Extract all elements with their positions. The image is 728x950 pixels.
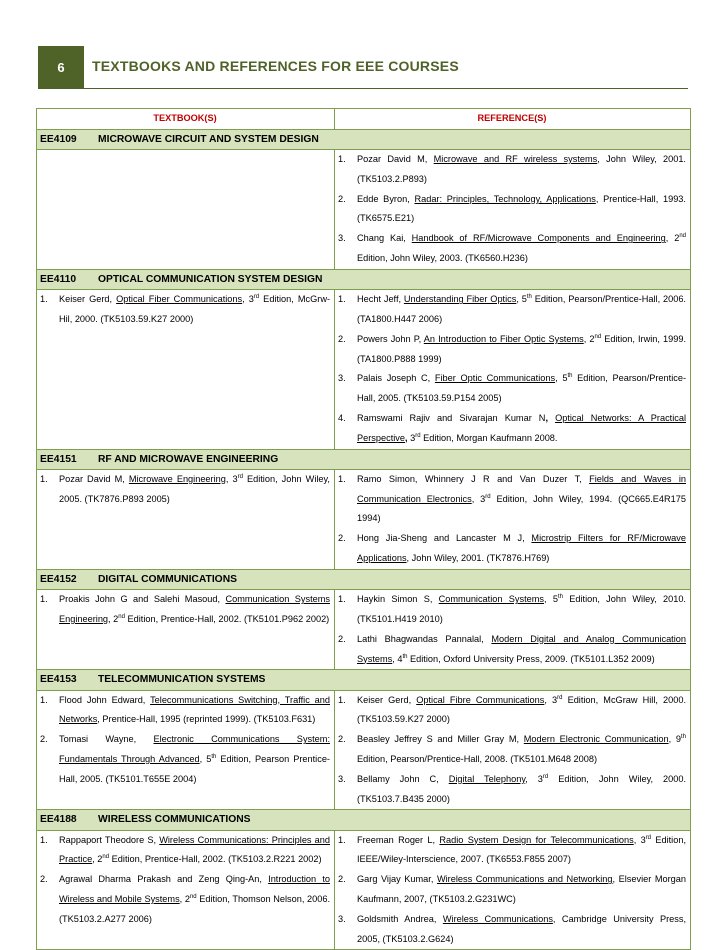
course-header-row	[37, 269, 691, 289]
reference-entry	[40, 730, 330, 789]
ordinal-suffix: th	[567, 373, 573, 380]
book-title: Communication Systems	[438, 594, 544, 605]
course-code: EE4151	[40, 453, 77, 465]
ordinal-suffix: nd	[594, 333, 602, 340]
reference-list	[338, 290, 686, 448]
book-title: Wireless Communications: Principles and Practice	[59, 834, 330, 865]
course-heading	[37, 569, 691, 589]
reference-entry	[40, 831, 330, 871]
ordinal-suffix: th	[680, 734, 686, 741]
book-title: Microstrip Filters for RF/Microwave Applications	[357, 533, 686, 564]
citation-text: , 4	[392, 653, 403, 664]
reference-entry	[338, 330, 686, 370]
citation-text: , 3	[525, 773, 543, 784]
book-title: An Introduction to Fiber Optic Systems	[423, 333, 584, 344]
reference-entry	[338, 190, 686, 230]
ordinal-suffix: nd	[189, 894, 197, 901]
citation-text: Hecht Jeff,	[357, 294, 404, 305]
citation-text: , John Wiley, 2001. (TK5103.2.P893)	[357, 154, 686, 184]
reference-entry	[338, 409, 686, 449]
citation-text: Ramswami Rajiv and Sivarajan Kumar N	[357, 412, 546, 423]
textbooks-cell	[37, 830, 335, 950]
citation-text: Edition, Pearson/Prentice-Hall, 2006. (TA1800.H447 2006)	[357, 294, 686, 324]
course-heading	[37, 670, 691, 690]
citation-text: Bellamy John C,	[357, 773, 449, 784]
course-code: EE4153	[40, 674, 77, 686]
ordinal-suffix: th	[557, 594, 563, 601]
reference-entry	[40, 470, 330, 510]
citation-text: Ramo Simon, Whinnery J R and Van Duzer T,	[357, 473, 590, 484]
citation-text: Edition, Prentice-Hall, 2002. (TK5101.P962 2002)	[124, 613, 330, 624]
citation-text: Keiser Gerd,	[59, 294, 117, 305]
course-name: MICROWAVE CIRCUIT AND SYSTEM DESIGN	[98, 133, 319, 145]
book-title: Optical Fibre Communications	[416, 694, 545, 705]
citation-text: Hong Jia-Sheng and Lancaster M J,	[357, 533, 532, 544]
course-books-row	[37, 469, 691, 569]
reference-entry	[338, 529, 686, 569]
references-cell	[335, 290, 691, 449]
citation-text: , Cambridge University Press, 2005, (TK5103.2.G624)	[357, 913, 687, 944]
course-books-row	[37, 590, 691, 670]
course-header-row	[37, 670, 691, 690]
textbooks-cell	[37, 150, 335, 270]
textbooks-column-header: TEXTBOOK(S)	[37, 109, 335, 130]
course-code: EE4188	[40, 814, 77, 826]
course-name: OPTICAL COMMUNICATION SYSTEM DESIGN	[98, 273, 323, 285]
ordinal-suffix: th	[402, 653, 408, 660]
citation-text: , 3	[242, 294, 254, 305]
course-table-body	[37, 129, 691, 950]
citation-text: Edition, IEEE/Wiley-Interscience, 2007. (TK6553.F855 2007)	[357, 834, 686, 865]
citation-text: Beasley Jeffrey S and Miller Gray M,	[357, 734, 524, 745]
references-cell	[335, 590, 691, 670]
textbooks-table	[36, 108, 691, 950]
course-heading	[37, 810, 691, 830]
citation-text: Edition, John Wiley, 1994. (QC665.E4R175 1994)	[357, 493, 686, 524]
citation-text: Edde Byron,	[357, 193, 415, 204]
book-title: Communication Systems Engineering	[59, 594, 330, 624]
course-code: EE4109	[40, 133, 77, 145]
citation-text: Edition, Pearson/Prentice-Hall, 2005. (TK5103.59.P154 2005)	[357, 373, 687, 404]
reference-entry	[40, 290, 330, 330]
citation-text: Edition, Oxford University Press, 2009. (TK5101.L352 2009)	[407, 653, 655, 664]
book-title: Fiber Optic Communications	[434, 373, 556, 384]
citation-text: Tomasi Wayne,	[59, 734, 154, 745]
book-title: Microwave Engineering	[128, 473, 226, 484]
ordinal-suffix: rd	[485, 493, 491, 500]
citation-text: , Prentice-Hall, 1995 (reprinted 1999). (TK5103.F631)	[97, 714, 316, 725]
textbooks-cell	[37, 590, 335, 670]
ordinal-suffix: nd	[102, 854, 110, 861]
citation-text: Edition, Prentice-Hall, 2002. (TK5103.2.R221 2002)	[109, 854, 322, 865]
ordinal-suffix: rd	[645, 834, 652, 841]
reference-entry	[338, 150, 686, 190]
table-header-row	[37, 109, 691, 130]
course-code: EE4152	[40, 573, 77, 585]
citation-text: , 2	[665, 233, 680, 244]
ordinal-suffix: th	[211, 754, 217, 760]
citation-text: , 3	[633, 834, 646, 845]
book-title: Optical Fiber Communications	[116, 294, 243, 305]
textbooks-cell	[37, 290, 335, 449]
reference-entry	[338, 229, 686, 269]
ordinal-suffix: rd	[415, 432, 421, 439]
citation-text: , John Wiley, 2001. (TK7876.H769)	[406, 553, 550, 564]
citation-text: , 9	[668, 734, 681, 745]
citation-text: , 3	[225, 473, 238, 484]
citation-text: , 5	[555, 373, 568, 384]
book-title: Digital Telephony	[448, 773, 526, 784]
citation-text: ,	[545, 412, 556, 423]
course-heading	[37, 129, 691, 149]
citation-text: Edition, John Wiley, 2005. (TK7876.P893 2005)	[59, 473, 330, 504]
citation-text: 3	[410, 432, 416, 443]
citation-text: Edition, Irwin, 1999. (TA1800.P888 1999)	[357, 333, 687, 364]
citation-text: Edition, John Wiley, 2010. (TK5101.H419 2010)	[357, 594, 686, 624]
reference-entry	[338, 831, 686, 871]
textbook-list	[40, 831, 330, 930]
title-divider	[38, 88, 688, 89]
citation-text: Haykin Simon S,	[357, 594, 439, 605]
citation-text: Edition, Pearson/Prentice-Hall, 2008. (TK5101.M648 2008)	[357, 754, 598, 764]
course-books-row	[37, 150, 691, 270]
citation-text: Proakis John G and Salehi Masoud,	[59, 594, 226, 605]
course-header-row	[37, 569, 691, 589]
references-cell	[335, 469, 691, 569]
reference-entry	[338, 369, 686, 409]
citation-text: , 5	[516, 294, 527, 305]
reference-entry	[338, 910, 686, 950]
reference-entry	[338, 290, 686, 330]
citation-text: Pozar David M,	[59, 473, 129, 484]
ordinal-suffix: rd	[237, 473, 243, 480]
reference-entry	[338, 770, 686, 810]
book-title: Wireless Communications	[442, 913, 553, 924]
course-header-row	[37, 449, 691, 469]
reference-list	[338, 470, 686, 569]
book-title: Radio System Design for Telecommunications	[439, 834, 634, 845]
citation-text: Flood John Edward,	[59, 694, 151, 705]
citation-text: Edition, John Wiley, 2003. (TK6560.H236)	[357, 253, 528, 264]
references-cell	[335, 690, 691, 810]
reference-list	[338, 831, 686, 950]
reference-entry	[338, 630, 686, 670]
course-name: WIRELESS COMMUNICATIONS	[98, 814, 251, 826]
citation-text: Edition, Thomson Nelson, 2006. (TK5103.2.A277 2006)	[59, 894, 330, 924]
citation-text: Rappaport Theodore S,	[59, 834, 160, 845]
citation-text: Edition, Pearson Prentice-Hall, 2005. (TK5101.T655E 2004)	[59, 754, 330, 784]
book-title: Fields and Waves in Communication Electronics	[357, 473, 686, 504]
textbook-list	[40, 691, 330, 790]
ordinal-suffix: nd	[679, 233, 687, 240]
citation-text: Edition, McGraw Hill, 2000. (TK5103.59.K27 2000)	[357, 694, 686, 725]
citation-text: Edition, Morgan Kaufmann 2008.	[420, 432, 558, 443]
citation-text: , Elsevier Morgan Kaufmann, 2007, (TK5103.2.G231WC)	[357, 874, 686, 905]
citation-text: , 2	[108, 613, 119, 624]
reference-entry	[40, 590, 330, 630]
textbook-list	[40, 590, 330, 630]
citation-text: Agrawal Dharma Prakash and Zeng Qing-An,	[59, 874, 269, 885]
course-code: EE4110	[40, 273, 77, 285]
page-number: 6	[38, 46, 84, 88]
citation-text: Pozar David M,	[357, 154, 434, 165]
course-heading	[37, 449, 691, 469]
citation-text: Freeman Roger L,	[357, 834, 440, 845]
book-title: Wireless Communications and Networking	[436, 874, 613, 885]
citation-text: , 3	[471, 493, 486, 504]
book-title: Electronic Communications System: Fundamentals Through Advanced	[59, 734, 330, 764]
textbook-list	[40, 290, 330, 330]
citation-text: , 3	[544, 694, 558, 705]
citation-text: Keiser Gerd,	[357, 694, 417, 705]
references-cell	[335, 830, 691, 950]
citation-text: , 2	[179, 894, 190, 905]
book-title: Introduction to Wireless and Mobile Systems	[59, 874, 330, 905]
ordinal-suffix: th	[526, 294, 532, 301]
citation-text: Palais Joseph C,	[357, 373, 435, 384]
citation-text: ,	[405, 432, 411, 443]
course-name: RF AND MICROWAVE ENGINEERING	[98, 453, 279, 465]
reference-entry	[338, 730, 686, 770]
book-title: Radar: Principles, Technology, Applications	[414, 193, 596, 204]
reference-entry	[40, 691, 330, 731]
textbooks-cell	[37, 469, 335, 569]
textbook-list	[40, 470, 330, 510]
citation-text: Edition, McGrw-Hil, 2000. (TK5103.59.K27 2000)	[59, 294, 331, 324]
course-name: TELECOMMUNICATION SYSTEMS	[98, 674, 266, 686]
citation-text: Garg Vijay Kumar,	[357, 874, 437, 885]
references-column-header: REFERENCE(S)	[335, 109, 691, 130]
citation-text: Powers John P,	[357, 333, 424, 344]
ordinal-suffix: nd	[118, 613, 125, 620]
reference-list	[338, 150, 686, 269]
ordinal-suffix: rd	[253, 294, 260, 301]
book-title: Optical Networks: A Practical Perspective	[357, 412, 686, 443]
reference-entry	[338, 590, 686, 630]
references-cell	[335, 150, 691, 270]
citation-text: , 5	[544, 594, 558, 605]
citation-text: Goldsmith Andrea,	[357, 913, 443, 924]
reference-entry	[338, 691, 686, 731]
book-title: Modern Electronic Communication	[523, 734, 669, 745]
course-name: DIGITAL COMMUNICATIONS	[98, 573, 237, 585]
reference-list	[338, 590, 686, 669]
ordinal-suffix: rd	[542, 773, 549, 780]
citation-text: , 5	[199, 754, 212, 764]
course-books-row	[37, 830, 691, 950]
book-title: Understanding Fiber Optics	[403, 294, 517, 305]
reference-entry	[338, 870, 686, 910]
course-heading	[37, 269, 691, 289]
course-header-row	[37, 810, 691, 830]
textbooks-cell	[37, 690, 335, 810]
citation-text: Edition, John Wiley, 2000. (TK5103.7.B435 2000)	[357, 773, 686, 804]
book-title: Telecommunications Switching, Traffic and Networks	[59, 694, 330, 725]
page-title: TEXTBOOKS AND REFERENCES FOR EEE COURSES	[92, 58, 459, 74]
book-title: Modern Digital and Analog Communication Systems	[357, 633, 686, 664]
citation-text: , Prentice-Hall, 1993. (TK6575.E21)	[357, 193, 686, 224]
book-title: Microwave and RF wireless systems	[433, 154, 598, 165]
reference-entry	[40, 870, 330, 929]
course-books-row	[37, 290, 691, 449]
course-header-row	[37, 129, 691, 149]
citation-text: Chang Kai,	[357, 233, 412, 244]
ordinal-suffix: rd	[557, 694, 563, 701]
book-title: Handbook of RF/Microwave Components and Engineering	[411, 233, 666, 244]
citation-text: , 2	[583, 333, 595, 344]
reference-list	[338, 691, 686, 810]
reference-entry	[338, 470, 686, 529]
citation-text: Lathi Bhagwandas Pannalal,	[357, 633, 492, 644]
course-books-row	[37, 690, 691, 810]
citation-text: , 2	[92, 854, 103, 865]
